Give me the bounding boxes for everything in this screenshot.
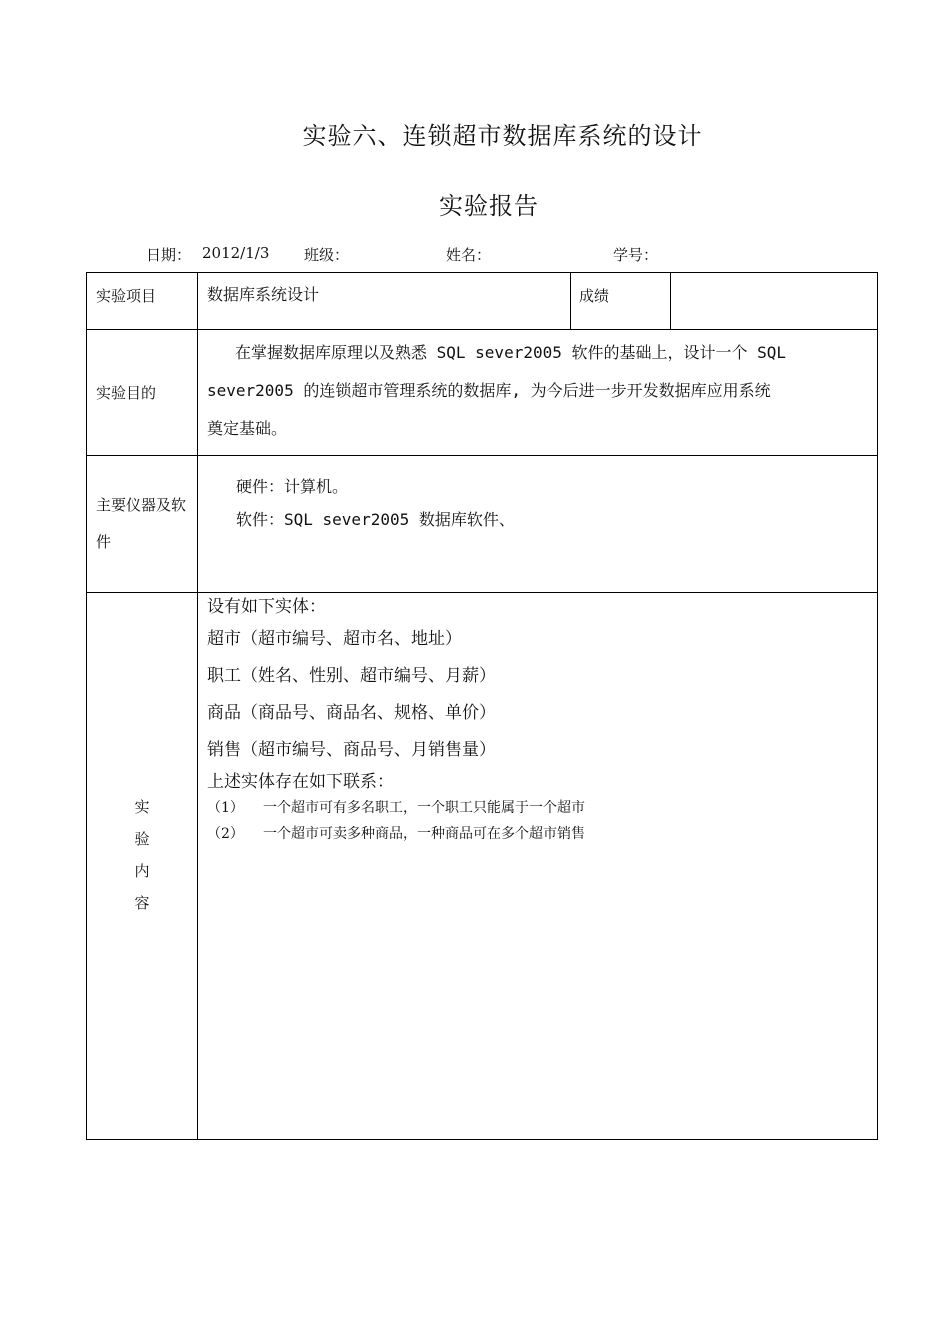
- relations-intro: 上述实体存在如下联系：: [207, 772, 394, 792]
- project-value: 数据库系统设计: [207, 285, 320, 304]
- hardware-line: 硬件：计算机。: [236, 477, 349, 496]
- equipment-row: [87, 456, 878, 593]
- date-value: 2012/1/3: [202, 244, 270, 262]
- purpose-row: [87, 330, 878, 456]
- entity-item: 职工（姓名、性别、超市编号、月薪）: [207, 666, 496, 686]
- grade-label: 成绩: [579, 287, 610, 305]
- purpose-line-2: sever2005 的连锁超市管理系统的数据库, 为今后进一步开发数据库应用系统: [207, 381, 771, 400]
- purpose-text: [198, 330, 877, 448]
- content-label: 实 验 内 容: [134, 798, 150, 912]
- name-label: 姓名：: [446, 246, 492, 264]
- software-line: 软件：SQL sever2005 数据库软件、: [236, 510, 515, 529]
- equipment-text: [198, 456, 877, 536]
- relation-item: （1） 一个超市可有多名职工，一个职工只能属于一个超市: [207, 800, 585, 816]
- document-subtitle: 实验报告: [439, 192, 539, 220]
- content-text: [198, 593, 877, 847]
- grade-label-cell: [571, 273, 671, 330]
- purpose-label: 实验目的: [96, 384, 157, 402]
- class-label: 班级：: [304, 246, 350, 264]
- purpose-line-3: 奠定基础。: [207, 419, 288, 438]
- student-id-label: 学号：: [613, 246, 659, 264]
- project-label: 实验项目: [96, 287, 157, 305]
- project-row: [87, 273, 878, 330]
- grade-value-cell: [671, 273, 878, 330]
- entity-item: 超市（超市编号、超市名、地址）: [207, 629, 462, 649]
- entity-item: 销售（超市编号、商品号、月销售量）: [207, 740, 496, 760]
- project-label-cell: [87, 273, 198, 330]
- purpose-text-cell: [198, 330, 878, 456]
- content-label-cell: [87, 593, 198, 1140]
- purpose-label-cell: [87, 330, 198, 456]
- relation-item: （2） 一个超市可卖多种商品，一种商品可在多个超市销售: [207, 826, 585, 842]
- equipment-label: 主要仪器及软 件: [96, 496, 187, 551]
- report-table: [86, 272, 878, 1140]
- content-text-cell: [198, 593, 878, 1140]
- equipment-label-cell: [87, 456, 198, 593]
- project-value-cell: [198, 273, 571, 330]
- document-title: 实验六、连锁超市数据库系统的设计: [302, 122, 703, 150]
- entity-item: 商品（商品号、商品名、规格、单价）: [207, 703, 496, 723]
- date-label: 日期：: [146, 246, 192, 264]
- entities-intro: 设有如下实体：: [207, 597, 326, 617]
- purpose-line-1: 在掌握数据库原理以及熟悉 SQL sever2005 软件的基础上，设计一个 SQL: [235, 343, 787, 362]
- equipment-text-cell: [198, 456, 878, 593]
- content-row: [87, 593, 878, 1140]
